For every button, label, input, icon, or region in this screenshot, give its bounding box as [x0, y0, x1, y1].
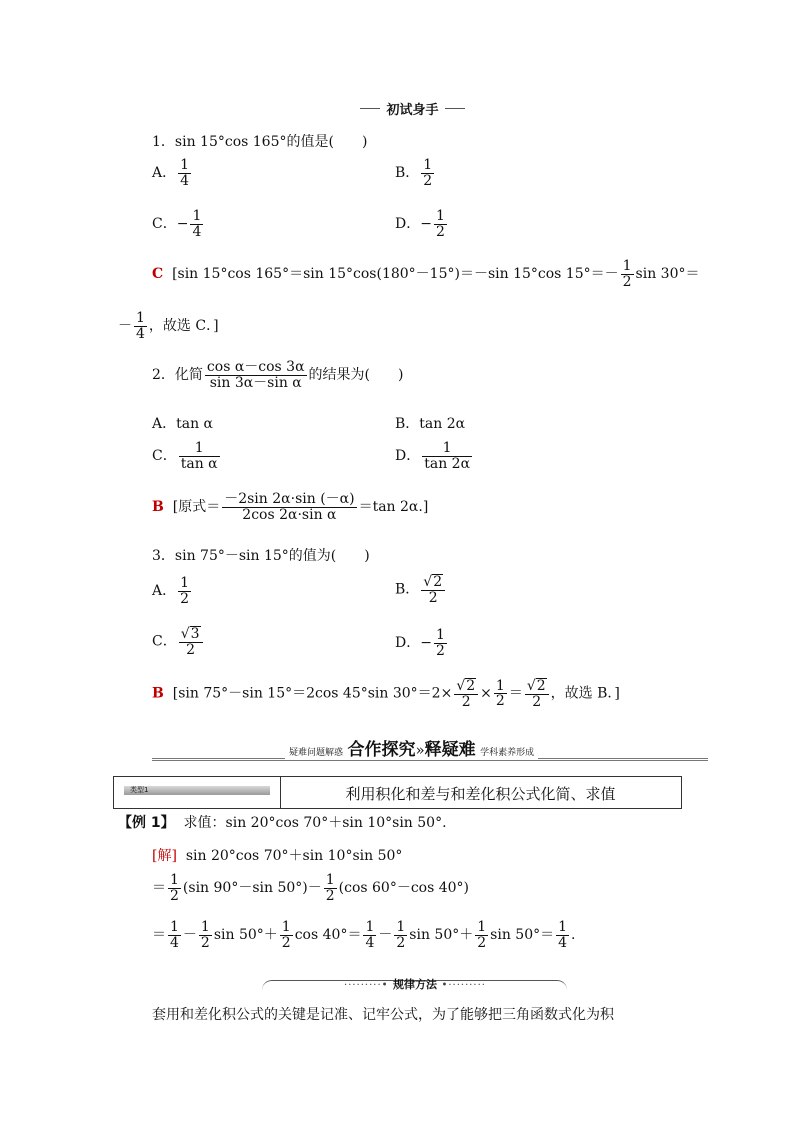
q2-answer: B [原式＝ $\frac{-2\sin 2\alpha\cdot\sin (-\alpha)}{\text{2cos 2α·sin α}}$ ＝tan 2α.] — [152, 491, 429, 523]
section-header — [360, 99, 465, 118]
q1-option-d: D．− $\frac{1}{2}$ — [395, 208, 445, 240]
q2-option-c: C． $\frac{1}{\text{tan α}}$ — [152, 440, 218, 472]
method-text: 套用和差化积公式的关键是记准、记牢公式，为了能够把三角函数式化为积 — [152, 1007, 614, 1023]
q1-option-b: B． $\frac{1}{2}$ — [395, 157, 433, 189]
q2-option-d: D． $\frac{1}{\tan 2\alpha}$ — [395, 440, 471, 472]
q3-option-c: C． $\frac{√3}{2}$ — [152, 626, 205, 657]
banner — [285, 735, 538, 760]
q2-stem: 2．化简 $\frac{\text{cos α－cos 3α}}{\text{sin 3α－sin α}}$ 的结果为( ) — [152, 359, 404, 391]
q3-answer: B [sin 75°－sin 15°＝2cos 45°sin 30°＝2× $\frac{√2}{2}$ × $\frac{1}{2}$ ＝ $\frac{√2}{2}$ ，故选 B．] — [152, 677, 620, 710]
q3-option-b: B． $\frac{√2}{2}$ — [395, 574, 447, 605]
solution-line-2: ＝ $\frac{1}{2}$ (sin 90°－sin 50°)－ $\frac{1}{2}$ (cos 60°－cos 40°) — [152, 872, 470, 904]
q1-option-c: C．− $\frac{1}{4}$ — [152, 208, 202, 240]
topic-tag-cell — [114, 777, 281, 808]
q3-stem: 3．sin 75°－sin 15°的值为( ) — [152, 548, 370, 564]
method-dots-left: ·········• — [344, 980, 389, 991]
example-statement: 【例 1】 求值：sin 20°cos 70°＋sin 10°sin 50°. — [118, 815, 447, 831]
banner-arrow-icon: » — [415, 741, 425, 759]
method-dots-right: •········· — [441, 980, 486, 991]
solution-line-1: [解] sin 20°cos 70°＋sin 10°sin 50° — [152, 848, 403, 864]
q1-answer: C [sin 15°cos 165°＝sin 15°cos(180°－15°)＝－sin 15°cos 15°＝－ $\frac{1}{2}$ sin 30°＝ — [152, 258, 700, 290]
topic-tag: 类型1 — [130, 786, 149, 794]
q1-stem: 1．sin 15°cos 165°的值是( ) — [152, 134, 368, 150]
banner-main1: 合作探究 — [347, 740, 416, 760]
banner-left-text: 疑难问题解惑 — [289, 748, 344, 758]
q3-option-d: D．− $\frac{1}{2}$ — [395, 627, 445, 659]
topic-title: 利用积化和差与和差化积公式化简、求值 — [345, 785, 616, 803]
banner-right-text: 学科素养形成 — [480, 748, 535, 758]
section-title: 初试身手 — [380, 103, 444, 118]
q1-option-a: A． $\frac{1}{4}$ — [152, 157, 190, 189]
q2-option-a: A．tan α — [152, 416, 214, 432]
solution-line-3: ＝ $\frac{1}{4}$ － $\frac{1}{2}$ sin 50°＋ $\frac{1}{2}$ cos 40°＝ $\frac{1}{4}$ － $\frac{1}{2}$ sin 50°＋ $\frac{1}{2}$ sin 50°＝ $\frac{1}{4}$ . — [152, 919, 576, 951]
method-header — [270, 976, 560, 992]
topic-tag-bar — [124, 786, 270, 795]
banner-main2: 释疑难 — [424, 740, 476, 760]
q2-option-b: B．tan 2α — [395, 416, 466, 432]
q1-answer-cont: － $\frac{1}{4}$ ，故选 C．] — [118, 310, 219, 342]
method-title: 规律方法 — [393, 978, 437, 991]
topic-box — [113, 776, 682, 809]
q3-option-a: A． $\frac{1}{2}$ — [152, 575, 190, 607]
